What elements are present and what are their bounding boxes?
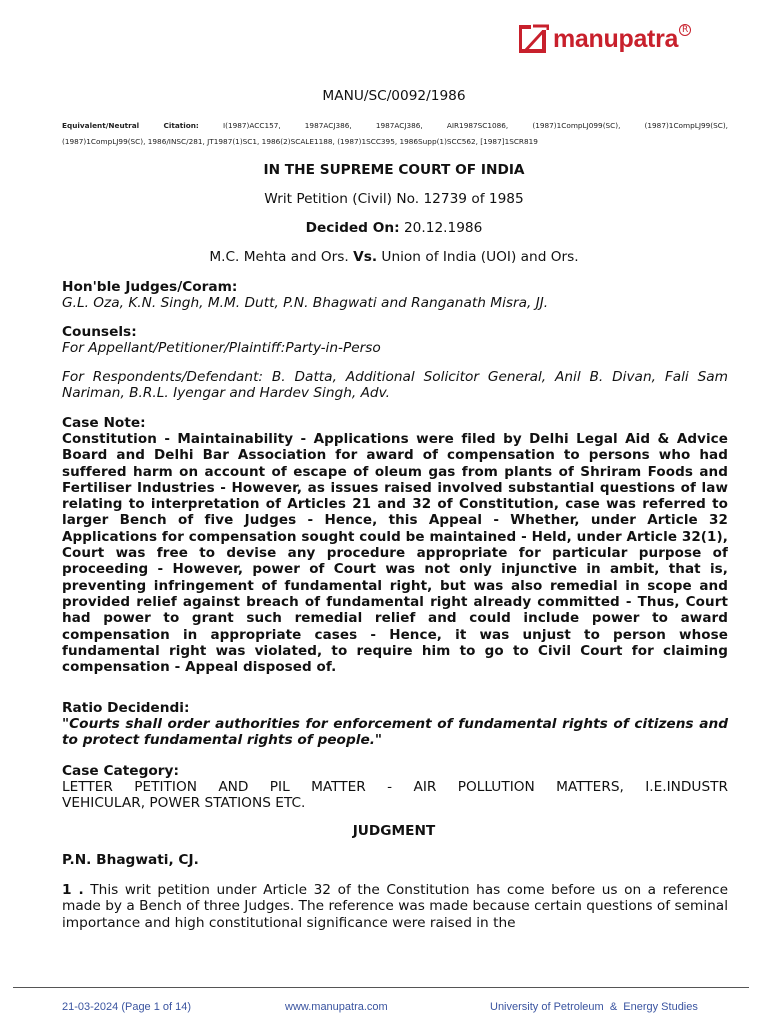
- judge-author: P.N. Bhagwati, CJ.: [62, 852, 199, 868]
- counsels-label: Counsels:: [62, 324, 137, 340]
- decided-on-label: Decided On:: [305, 220, 400, 236]
- decided-on: [62, 220, 726, 236]
- case-note-label: Case Note:: [62, 415, 146, 431]
- versus: Vs.: [353, 249, 378, 265]
- footer-institution: University of Petroleum & Energy Studies: [490, 1001, 698, 1013]
- paragraph-1: [62, 882, 728, 931]
- footer-date-page: 21-03-2024 (Page 1 of 14): [62, 1001, 192, 1013]
- petition-number: Writ Petition (Civil) No. 12739 of 1985: [264, 191, 524, 207]
- party-petitioner: M.C. Mehta and Ors.: [209, 249, 349, 265]
- decided-on-date: 20.12.1986: [403, 220, 483, 236]
- case-category-line2: VEHICULAR, POWER STATIONS ETC.: [62, 795, 306, 811]
- party-respondent: Union of India (UOI) and Ors.: [381, 249, 579, 265]
- footer-site-link[interactable]: www.manupatra.com: [285, 1001, 388, 1013]
- counsel-appellant: For Appellant/Petitioner/Plaintiff:Party-in-Perso: [62, 340, 381, 356]
- case-category-label: Case Category:: [62, 763, 179, 779]
- ratio-text: "Courts shall order authorities for enforcement of fundamental rights of citizens and to protect fundamental rights of people.": [62, 716, 728, 749]
- judgment-heading: JUDGMENT: [352, 823, 436, 839]
- paragraph-text: This writ petition under Article 32 of the Constitution has come before us on a reference made by a Bench of three Judges. The reference was made because certain questions of seminal importance and high constitutional significance were raised in the: [62, 882, 728, 931]
- case-parties: [62, 249, 726, 265]
- logo-text: manupatra: [553, 24, 679, 53]
- equivalent-citations-label: Equivalent/Neutral Citation:: [62, 121, 199, 130]
- judges-label: Hon'ble Judges/Coram:: [62, 279, 238, 295]
- manupatra-logo-icon: [519, 24, 549, 54]
- manupatra-logo: [519, 22, 691, 56]
- court-name: IN THE SUPREME COURT OF INDIA: [263, 162, 525, 178]
- paragraph-number: 1 .: [62, 882, 84, 898]
- case-note-text: Constitution - Maintainability - Applications were filed by Delhi Legal Aid & Advice Board and Delhi Bar Association for award of compensation to persons who had suffered harm on account of escape of oleum gas from plants of Shriram Foods and Fertiliser Industries - However, as issues raised involved substantial questions of law relating to interpretation of Articles 21 and 32 of Constitution, case was referred to larger Bench of five Judges - Hence, this Appeal - Whether, under Article 32 Applications for compensation sought could be maintained - Held, under Article 32(1), Court was free to devise any procedure appropriate for particular purpose of proceeding - However, power of Court was not only injunctive in ambit, that is, preventing infringement of fundamental right, but was also remedial in scope and provided relief against breach of fundamental right already committed - Thus, Court had power to grant such remedial relief and could include power to award compensation in appropriate cases - Hence, it was unjust to person whose fundamental right was violated, to require him to go to Civil Court for claiming compensation - Appeal disposed of.: [62, 431, 728, 676]
- equivalent-citations-line1: [62, 117, 728, 134]
- footer-divider: [13, 987, 749, 988]
- judges-names: G.L. Oza, K.N. Singh, M.M. Dutt, P.N. Bhagwati and Ranganath Misra, JJ.: [62, 295, 549, 311]
- case-category-line1: LETTER PETITION AND PIL MATTER - AIR POLLUTION MATTERS, I.E.INDUSTR: [62, 779, 728, 795]
- counsel-respondent: For Respondents/Defendant: B. Datta, Additional Solicitor General, Anil B. Divan, Fali Sam Nariman, B.R.L. Iyengar and Hardev Singh, Adv.: [62, 369, 728, 402]
- citation-id: MANU/SC/0092/1986: [322, 88, 466, 104]
- ratio-label: Ratio Decidendi:: [62, 700, 190, 716]
- equivalent-citations-line2: (1987)1CompLJ99(SC), 1986/INSC/281, JT1987(1)SC1, 1986(2)SCALE1188, (1987)1SCC395, 1986Supp(1)SCC562, [1987]1SCR819: [62, 137, 538, 146]
- equivalent-citations-values: I(1987)ACC157, 1987ACJ386, 1987ACJ386, AIR1987SC1086, (1987)1CompLJ099(SC), (1987)1CompLJ99(SC),: [222, 121, 728, 130]
- registered-mark: R: [679, 24, 691, 36]
